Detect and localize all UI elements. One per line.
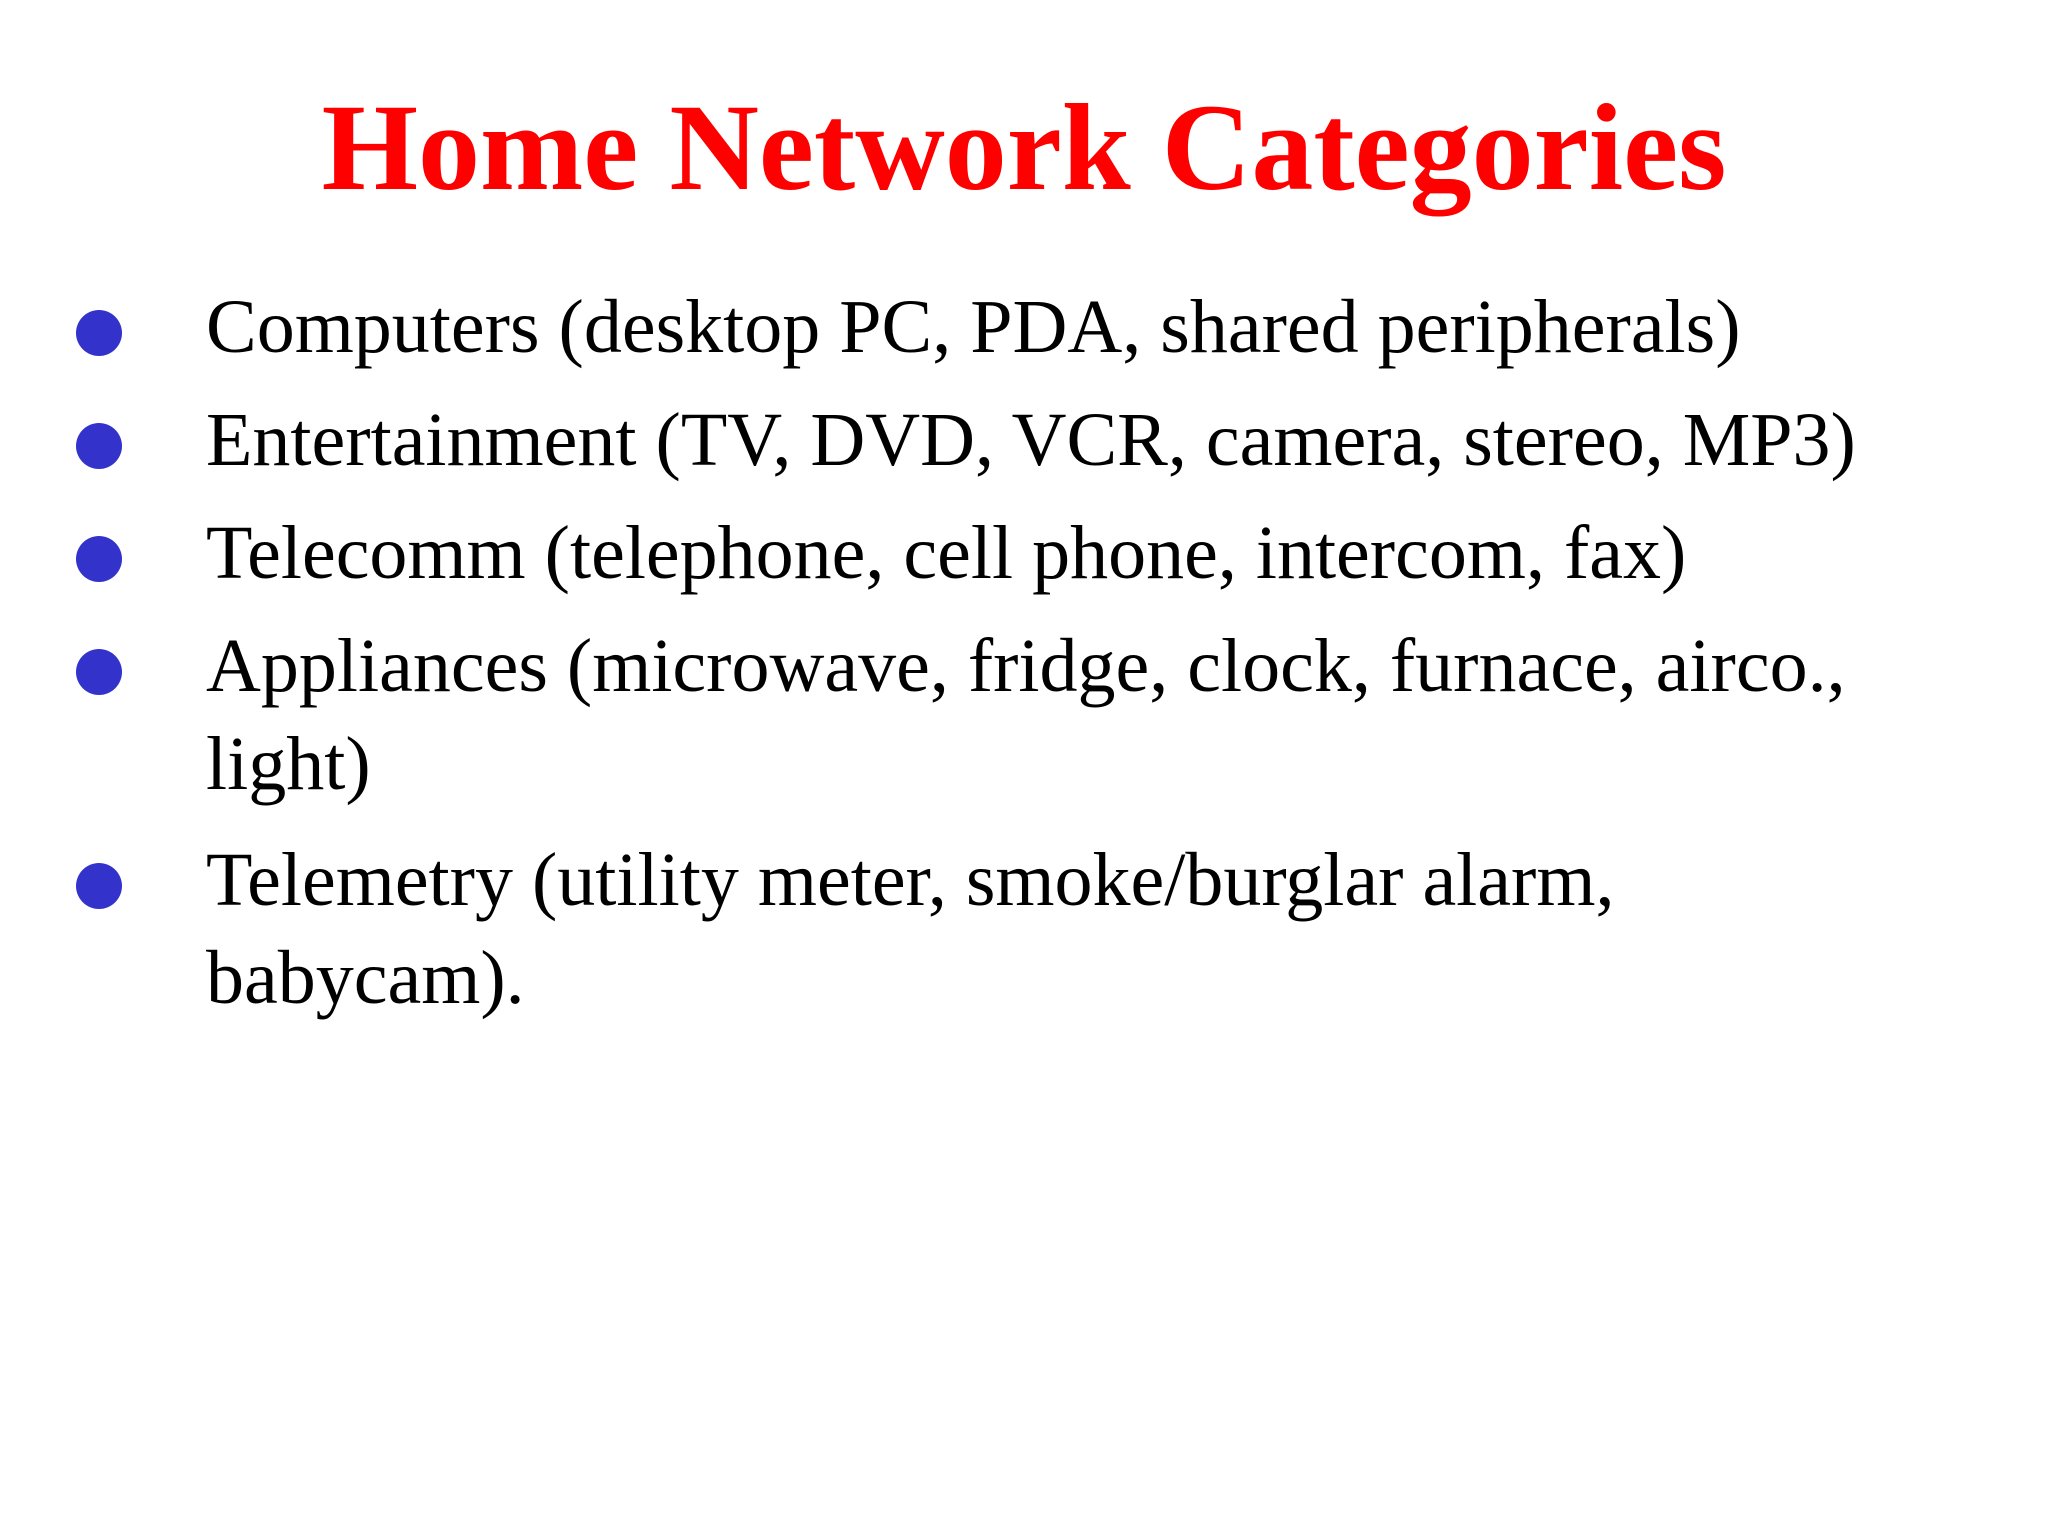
bullet-dot-icon	[76, 310, 122, 356]
bullet-line: babycam).	[206, 936, 525, 1020]
bullet-line: Appliances (microwave, fridge, clock, furnace, airco.,	[206, 624, 1846, 708]
slide-title: Home Network Categories	[321, 79, 1727, 216]
bullet-dot-icon	[76, 863, 122, 909]
bullet-line: Entertainment (TV, DVD, VCR, camera, stereo, MP3)	[206, 398, 1856, 482]
bullet-text	[206, 391, 2006, 489]
bullet-dot-icon	[76, 649, 122, 695]
bullet-line: light)	[206, 722, 371, 806]
bullet-text	[206, 617, 2006, 813]
bullet-line: Telemetry (utility meter, smoke/burglar alarm,	[206, 838, 1615, 922]
bullet-line: Computers (desktop PC, PDA, shared peripherals)	[206, 285, 1741, 369]
bullet-dot-icon	[76, 423, 122, 469]
bullet-dot-icon	[76, 536, 122, 582]
bullet-line: Telecomm (telephone, cell phone, intercom, fax)	[206, 511, 1687, 595]
bullet-text	[206, 278, 2006, 376]
bullet-text	[206, 831, 2006, 1027]
bullet-text	[206, 504, 2006, 602]
